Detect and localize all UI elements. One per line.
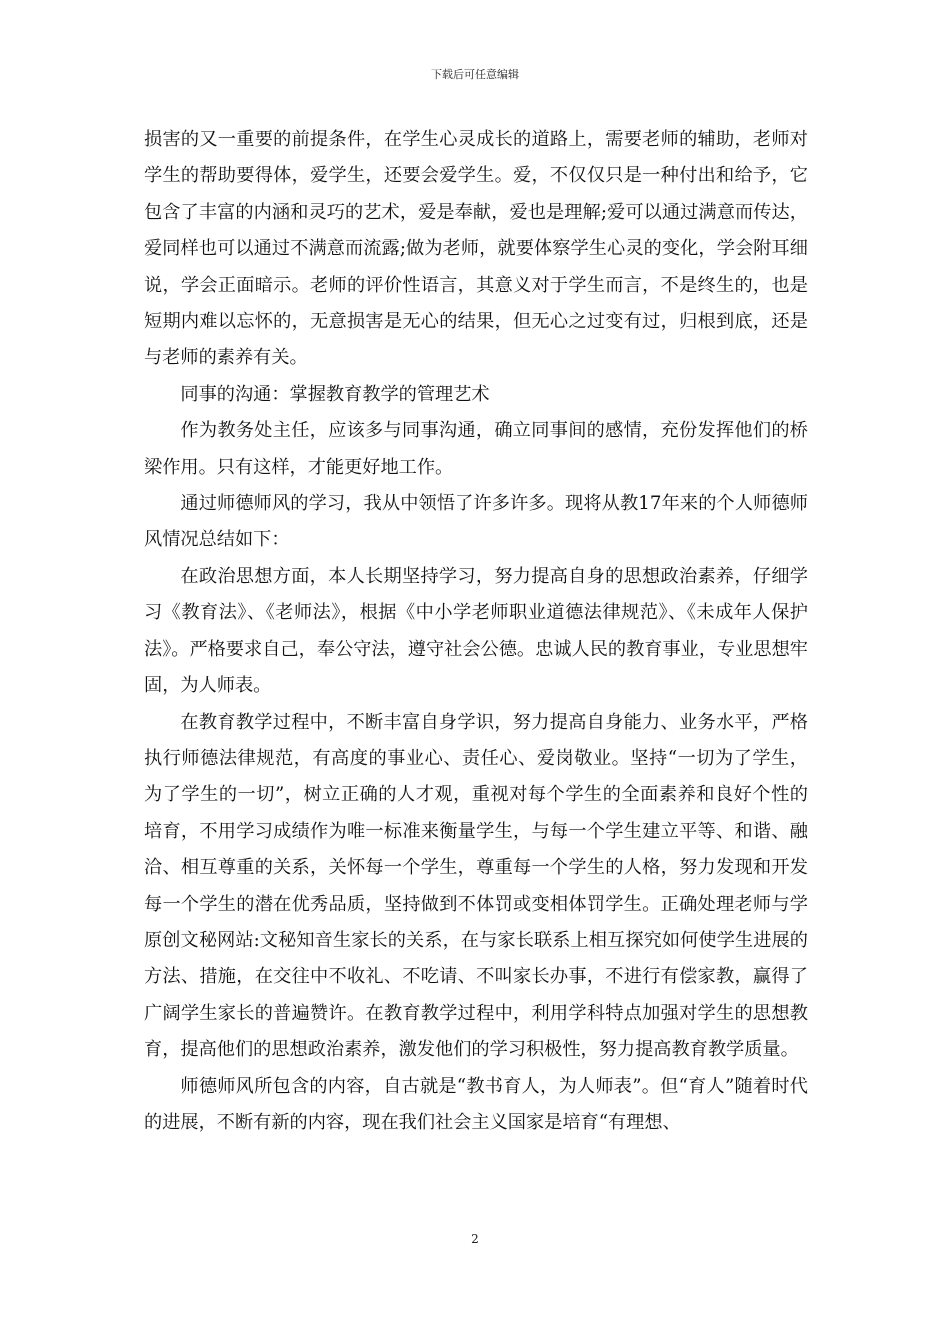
paragraph-6: 在教育教学过程中，不断丰富自身学识，努力提高自身能力、业务水平，严格执行师德法律规范，有高度的事业心、责任心、爱岗敬业。坚持“一切为了学生，为了学生的一切”，树立正确的人才观，重视对每个学生的全面素养和良好个性的培育，不用学习成绩作为唯一标准来衡量学生，与每一个学生建立平等、和谐、融洽、相互尊重的关系，关怀每一个学生，尊重每一个学生的人格，努力发现和开发每一个学生的潜在优秀品质，坚持做到不体罚或变相体罚学生。正确处理老师与学原创文秘网站:文秘知音生家长的关系，在与家长联系上相互探究如何使学生进展的方法、措施，在交往中不收礼、不吃请、不叫家长办事，不进行有偿家教，赢得了广阔学生家长的普遍赞许。在教育教学过程中，利用学科特点加强对学生的思想教育，提高他们的思想政治素养，激发他们的学习积极性，努力提高教育教学质量。 [144,711,808,1061]
paragraph-5: 在政治思想方面，本人长期坚持学习，努力提高自身的思想政治素养，仔细学习《教育法》、《老师法》，根据《中小学老师职业道德法律规范》、《未成年人保护法》。严格要求自己，奉公守法，遵守社会公德。忠诚人民的教育事业，专业思想牢固，为人师表。 [144,565,808,697]
page-header: 下载后可任意编辑 [431,68,519,81]
document-body [144,122,808,1141]
paragraph-7: 师德师风所包含的内容，自古就是“教书育人，为人师表”。但“育人”随着时代的进展，不断有新的内容，现在我们社会主义国家是培育“有理想、 [144,1075,808,1133]
paragraph-2-section-heading: 同事的沟通：掌握教育教学的管理艺术 [180,383,490,405]
paragraph-4: 通过师德师风的学习，我从中领悟了许多许多。现将从教17年来的个人师德师风情况总结如下： [144,493,808,551]
paragraph-3: 作为教务处主任，应该多与同事沟通，确立同事间的感情，充份发挥他们的桥梁作用。只有这样，才能更好地工作。 [144,420,808,478]
paragraph-1: 损害的又一重要的前提条件，在学生心灵成长的道路上，需要老师的辅助，老师对学生的帮助要得体，爱学生，还要会爱学生。爱，不仅仅只是一种付出和给予，它包含了丰富的内涵和灵巧的艺术，爱是奉献，爱也是理解;爱可以通过满意而传达，爱同样也可以通过不满意而流露;做为老师，就要体察学生心灵的变化，学会附耳细说，学会正面暗示。老师的评价性语言，其意义对于学生而言，不是终生的，也是短期内难以忘怀的，无意损害是无心的结果，但无心之过变有过，归根到底，还是与老师的素养有关。 [144,129,808,369]
page-number: 2 [471,1232,479,1246]
